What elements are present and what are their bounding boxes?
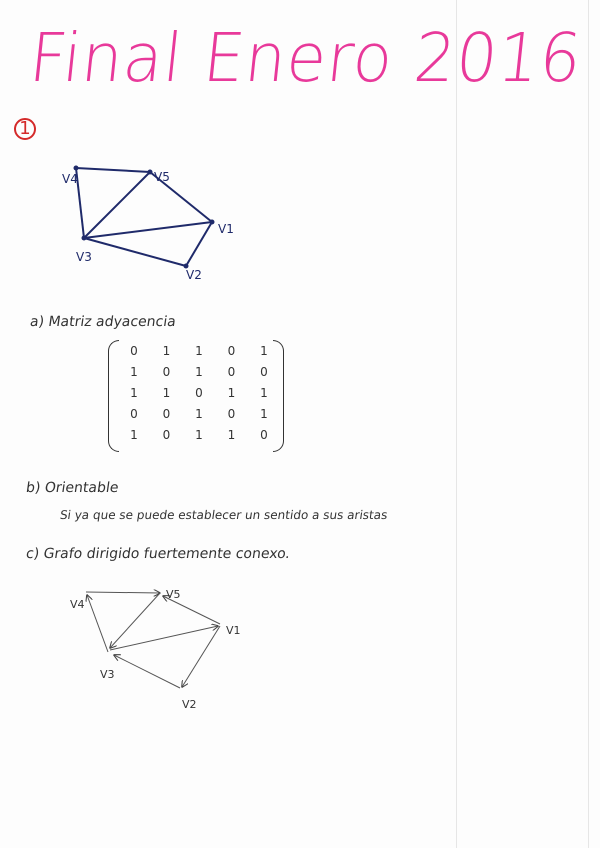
section-b-label: b) Orientable — [24, 480, 120, 496]
g1-label-v3: V3 — [76, 250, 92, 264]
matrix-cell: 1 — [195, 365, 203, 379]
matrix-cell: 1 — [227, 386, 236, 400]
g2-label-v4: V4 — [70, 598, 85, 611]
g1-label-v1: V1 — [218, 222, 234, 236]
g2-label-v3: V3 — [100, 668, 115, 681]
matrix-cell: 0 — [130, 344, 138, 358]
section-b-answer: Si ya que se puede establecer un sentido a sus aristas — [59, 508, 389, 522]
matrix-cell: 1 — [162, 344, 171, 358]
arc-v5-v3 — [110, 593, 160, 648]
matrix-cell: 0 — [195, 386, 203, 400]
g1-label-v4: V4 — [62, 172, 78, 186]
g1-label-v5: V5 — [154, 170, 170, 184]
g2-label-v5: V5 — [166, 588, 181, 601]
matrix-cell: 0 — [162, 407, 171, 421]
matrix-cell: 1 — [195, 344, 203, 358]
matrix-cell: 0 — [227, 344, 236, 358]
matrix-cell: 1 — [162, 386, 171, 400]
arc-v2-v3 — [114, 655, 180, 688]
section-c-label: c) Grafo dirigido fuertemente conexo. — [24, 546, 292, 562]
arc-v4-v5 — [86, 592, 160, 593]
matrix-cell: 0 — [227, 407, 236, 421]
matrix-cell: 0 — [162, 365, 171, 379]
g2-label-v2: V2 — [182, 698, 197, 711]
matrix-cell: 1 — [130, 386, 138, 400]
section-a-label: a) Matriz adyacencia — [28, 314, 177, 330]
g1-label-v2: V2 — [186, 268, 202, 282]
question-number: 1 — [14, 118, 36, 140]
matrix-cell: 1 — [130, 428, 138, 442]
matrix-cell: 0 — [130, 407, 138, 421]
arc-v3-v4 — [87, 595, 108, 652]
matrix-cell: 0 — [162, 428, 171, 442]
matrix-cell: 1 — [195, 428, 203, 442]
matrix-cell: 1 — [130, 365, 138, 379]
matrix-cell: 1 — [260, 407, 268, 421]
g2-label-v1: V1 — [226, 624, 241, 637]
matrix-cell: 1 — [227, 428, 236, 442]
matrix-cell: 1 — [260, 386, 268, 400]
matrix-cell: 0 — [260, 428, 268, 442]
matrix-cell: 0 — [260, 365, 268, 379]
matrix-cell: 0 — [227, 365, 236, 379]
matrix-cell: 1 — [260, 344, 268, 358]
page-title: Final Enero 2016 — [25, 20, 586, 98]
arc-v1-v2 — [182, 626, 220, 687]
matrix-cell: 1 — [195, 407, 203, 421]
